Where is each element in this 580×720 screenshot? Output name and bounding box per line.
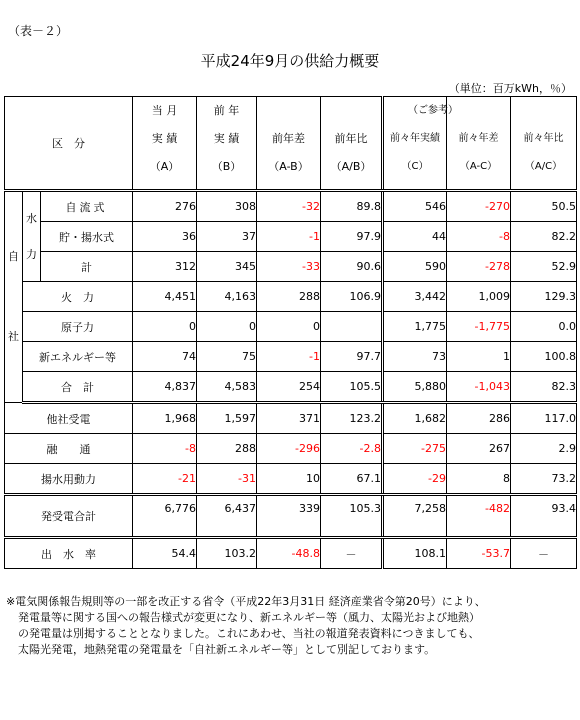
row-label: 出 水 率 <box>5 538 133 569</box>
row-label: 融 通 <box>5 434 133 464</box>
row-label: 火 力 <box>23 282 133 312</box>
table-row: 火 力 4,451 4,163 288 106.9 3,442 1,009 129.3 <box>5 282 577 312</box>
table-row: 新エネルギー等 74 75 -1 97.7 73 1 100.8 <box>5 342 577 372</box>
own-company-label: 自 社 <box>5 191 23 403</box>
row-label: 発受電合計 <box>5 495 133 538</box>
row-label: 貯・揚水式 <box>41 222 133 252</box>
table-row: 出 水 率 54.4 103.2 -48.8 － 108.1 -53.7 － <box>5 538 577 569</box>
table-row: 計 312 345 -33 90.6 590 -278 52.9 <box>5 252 577 282</box>
table-row: 自 社 水 力 自流式 276 308 -32 89.8 546 -270 50.5 <box>5 191 577 222</box>
table-row: 揚水用動力 -21 -31 10 67.1 -29 8 73.2 <box>5 464 577 495</box>
row-label: 揚水用動力 <box>5 464 133 495</box>
table-row: 原子力 0 0 0 1,775 -1,775 0.0 <box>5 312 577 342</box>
table-row: 貯・揚水式 36 37 -1 97.9 44 -8 82.2 <box>5 222 577 252</box>
col-current-header: 当 月 実 績 （A） <box>133 97 197 191</box>
footnote <box>6 594 574 658</box>
row-label: 新エネルギー等 <box>23 342 133 372</box>
footnote-line: ※電気関係報告規則等の一部を改正する省令（平成22年3月31日 経済産業省令第20号）により、 <box>6 595 486 608</box>
col-two-years-ago-header: （ご参考） 前々年実績 （C） <box>383 97 447 191</box>
col-prev-year-header: 前 年 実 績 （B） <box>197 97 257 191</box>
col-two-year-ratio-header: 前々年比 （A/C） <box>511 97 577 191</box>
col-two-year-diff-header: 前々年差 （A-C） <box>447 97 511 191</box>
table-row: 他社受電 1,968 1,597 371 123.2 1,682 286 117.0 <box>5 403 577 434</box>
page-title: 平成24年9月の供給力概要 <box>200 52 380 70</box>
footnote-line: 太陽光発電，地熱発電の発電量を「自社新エネルギー等」として別記しております。 <box>18 643 436 656</box>
header-row <box>5 97 577 191</box>
footnote-line: 発電量等に関する国への報告様式が変更になり、新エネルギー等（風力、太陽光および地熱） <box>18 611 480 624</box>
row-label: 他社受電 <box>5 403 133 434</box>
hydro-label: 水 力 <box>23 191 41 282</box>
row-label: 自流式 <box>41 191 133 222</box>
table-row: 合 計 4,837 4,583 254 105.5 5,880 -1,043 82.3 <box>5 372 577 403</box>
table-row: 融 通 -8 288 -296 -2.8 -275 267 2.9 <box>5 434 577 464</box>
supply-table <box>4 96 577 569</box>
row-label: 計 <box>41 252 133 282</box>
row-label: 合 計 <box>23 372 133 403</box>
row-label: 原子力 <box>23 312 133 342</box>
reference-label: （ご参考） <box>408 105 459 116</box>
footnote-line: の発電量は別掲することとなりました。これにあわせ、当社の報道発表資料につきましても、 <box>18 627 480 640</box>
col-yoy-diff-header: 前年差 （A-B） <box>257 97 321 191</box>
col-yoy-ratio-header: 前年比 （A/B） <box>321 97 383 191</box>
category-header: 区 分 <box>5 97 133 191</box>
table-row: 発受電合計 6,776 6,437 339 105.3 7,258 -482 93.4 <box>5 495 577 538</box>
table-number: （表－２） <box>8 24 69 38</box>
unit-label: （単位：百万kWh，％） <box>448 82 572 95</box>
